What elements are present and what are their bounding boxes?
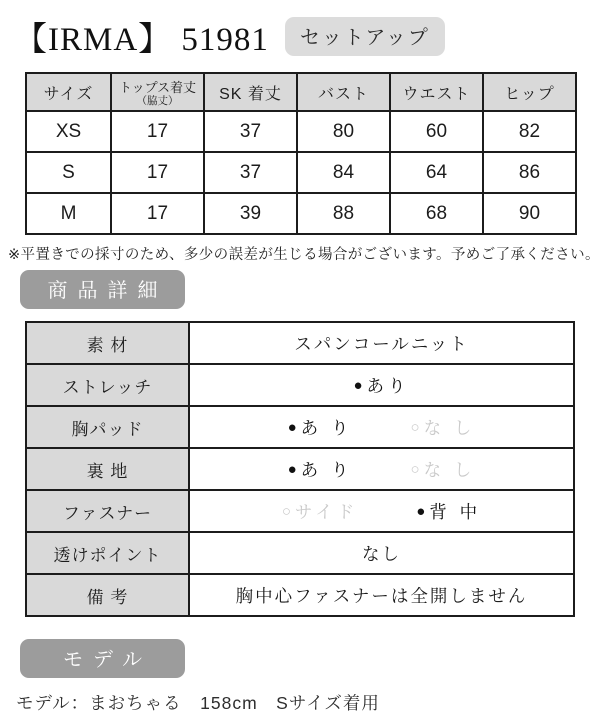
size-cell: S bbox=[26, 152, 111, 193]
empty-dot-icon: ○ bbox=[410, 460, 420, 478]
size-cell: XS bbox=[26, 111, 111, 152]
size-cell: 17 bbox=[111, 111, 204, 152]
option-text: 背 中 bbox=[429, 501, 482, 522]
detail-row-stretch bbox=[26, 364, 574, 406]
detail-row-chest-pad bbox=[26, 406, 574, 448]
size-cell: 90 bbox=[483, 193, 576, 234]
setup-badge: セットアップ bbox=[285, 17, 445, 56]
size-header-tops-length-sub: （脇丈） bbox=[136, 94, 179, 107]
size-cell: 80 bbox=[297, 111, 390, 152]
detail-label: 備 考 bbox=[26, 574, 189, 616]
filled-dot-icon: ● bbox=[416, 502, 426, 520]
detail-value: なし bbox=[189, 532, 574, 574]
size-header-hip: ヒップ bbox=[483, 73, 576, 111]
option-pad-nashi bbox=[411, 415, 476, 440]
section-badge-model: モデル bbox=[20, 639, 185, 678]
detail-label: 透けポイント bbox=[26, 532, 189, 574]
detail-value: スパンコールニット bbox=[189, 322, 574, 364]
option-text: な し bbox=[423, 417, 476, 438]
size-cell: 17 bbox=[111, 152, 204, 193]
detail-label: ストレッチ bbox=[26, 364, 189, 406]
size-header-sk-length: SK 着丈 bbox=[204, 73, 297, 111]
size-cell: 68 bbox=[390, 193, 483, 234]
option-lining-ari bbox=[288, 457, 353, 482]
filled-dot-icon: ● bbox=[287, 418, 297, 436]
option-fastener-side bbox=[282, 499, 358, 524]
detail-label: 裏 地 bbox=[26, 448, 189, 490]
empty-dot-icon: ○ bbox=[410, 418, 420, 436]
size-cell: 84 bbox=[297, 152, 390, 193]
size-row-xs bbox=[26, 111, 576, 152]
details-table bbox=[25, 321, 575, 617]
option-text: あ り bbox=[300, 459, 353, 480]
option-pad-ari bbox=[288, 415, 353, 440]
size-row-s bbox=[26, 152, 576, 193]
option-lining-nashi bbox=[411, 457, 476, 482]
empty-dot-icon: ○ bbox=[281, 502, 291, 520]
size-header-bust: バスト bbox=[297, 73, 390, 111]
size-header-tops-length: トップス着丈 （脇丈） bbox=[111, 73, 204, 111]
detail-label: 胸パッド bbox=[26, 406, 189, 448]
size-cell: 64 bbox=[390, 152, 483, 193]
detail-row-sheer-point bbox=[26, 532, 574, 574]
size-cell: 37 bbox=[204, 152, 297, 193]
size-cell: 86 bbox=[483, 152, 576, 193]
size-row-m bbox=[26, 193, 576, 234]
size-cell: 82 bbox=[483, 111, 576, 152]
option-fastener-back bbox=[416, 499, 481, 524]
size-header-size: サイズ bbox=[26, 73, 111, 111]
detail-label: 素 材 bbox=[26, 322, 189, 364]
size-cell: 88 bbox=[297, 193, 390, 234]
size-header-waist: ウエスト bbox=[390, 73, 483, 111]
model-info: モデル：まおちゃる 158cm Sサイズ着用 bbox=[16, 693, 380, 713]
detail-row-remarks bbox=[26, 574, 574, 616]
option-stretch-ari bbox=[353, 373, 409, 398]
detail-row-material bbox=[26, 322, 574, 364]
product-title: 【IRMA】 51981 bbox=[14, 21, 269, 58]
filled-dot-icon: ● bbox=[353, 376, 363, 394]
section-badge-product-details: 商品詳細 bbox=[20, 270, 185, 309]
detail-label: ファスナー bbox=[26, 490, 189, 532]
size-cell: M bbox=[26, 193, 111, 234]
filled-dot-icon: ● bbox=[287, 460, 297, 478]
option-text: あり bbox=[366, 375, 410, 396]
option-text: あ り bbox=[300, 417, 353, 438]
measurement-note: ※平置きでの採寸のため、多少の誤差が生じる場合がございます。予めご了承ください。 bbox=[8, 247, 600, 263]
size-table-header-row bbox=[26, 73, 576, 111]
size-cell: 39 bbox=[204, 193, 297, 234]
page-root bbox=[0, 16, 600, 715]
size-table bbox=[25, 72, 577, 235]
detail-value: 胸中心ファスナーは全開しません bbox=[189, 574, 574, 616]
option-text: サイド bbox=[294, 501, 359, 522]
size-cell: 60 bbox=[390, 111, 483, 152]
header bbox=[14, 16, 600, 56]
option-text: な し bbox=[423, 459, 476, 480]
size-cell: 37 bbox=[204, 111, 297, 152]
size-cell: 17 bbox=[111, 193, 204, 234]
detail-row-lining bbox=[26, 448, 574, 490]
detail-row-fastener bbox=[26, 490, 574, 532]
